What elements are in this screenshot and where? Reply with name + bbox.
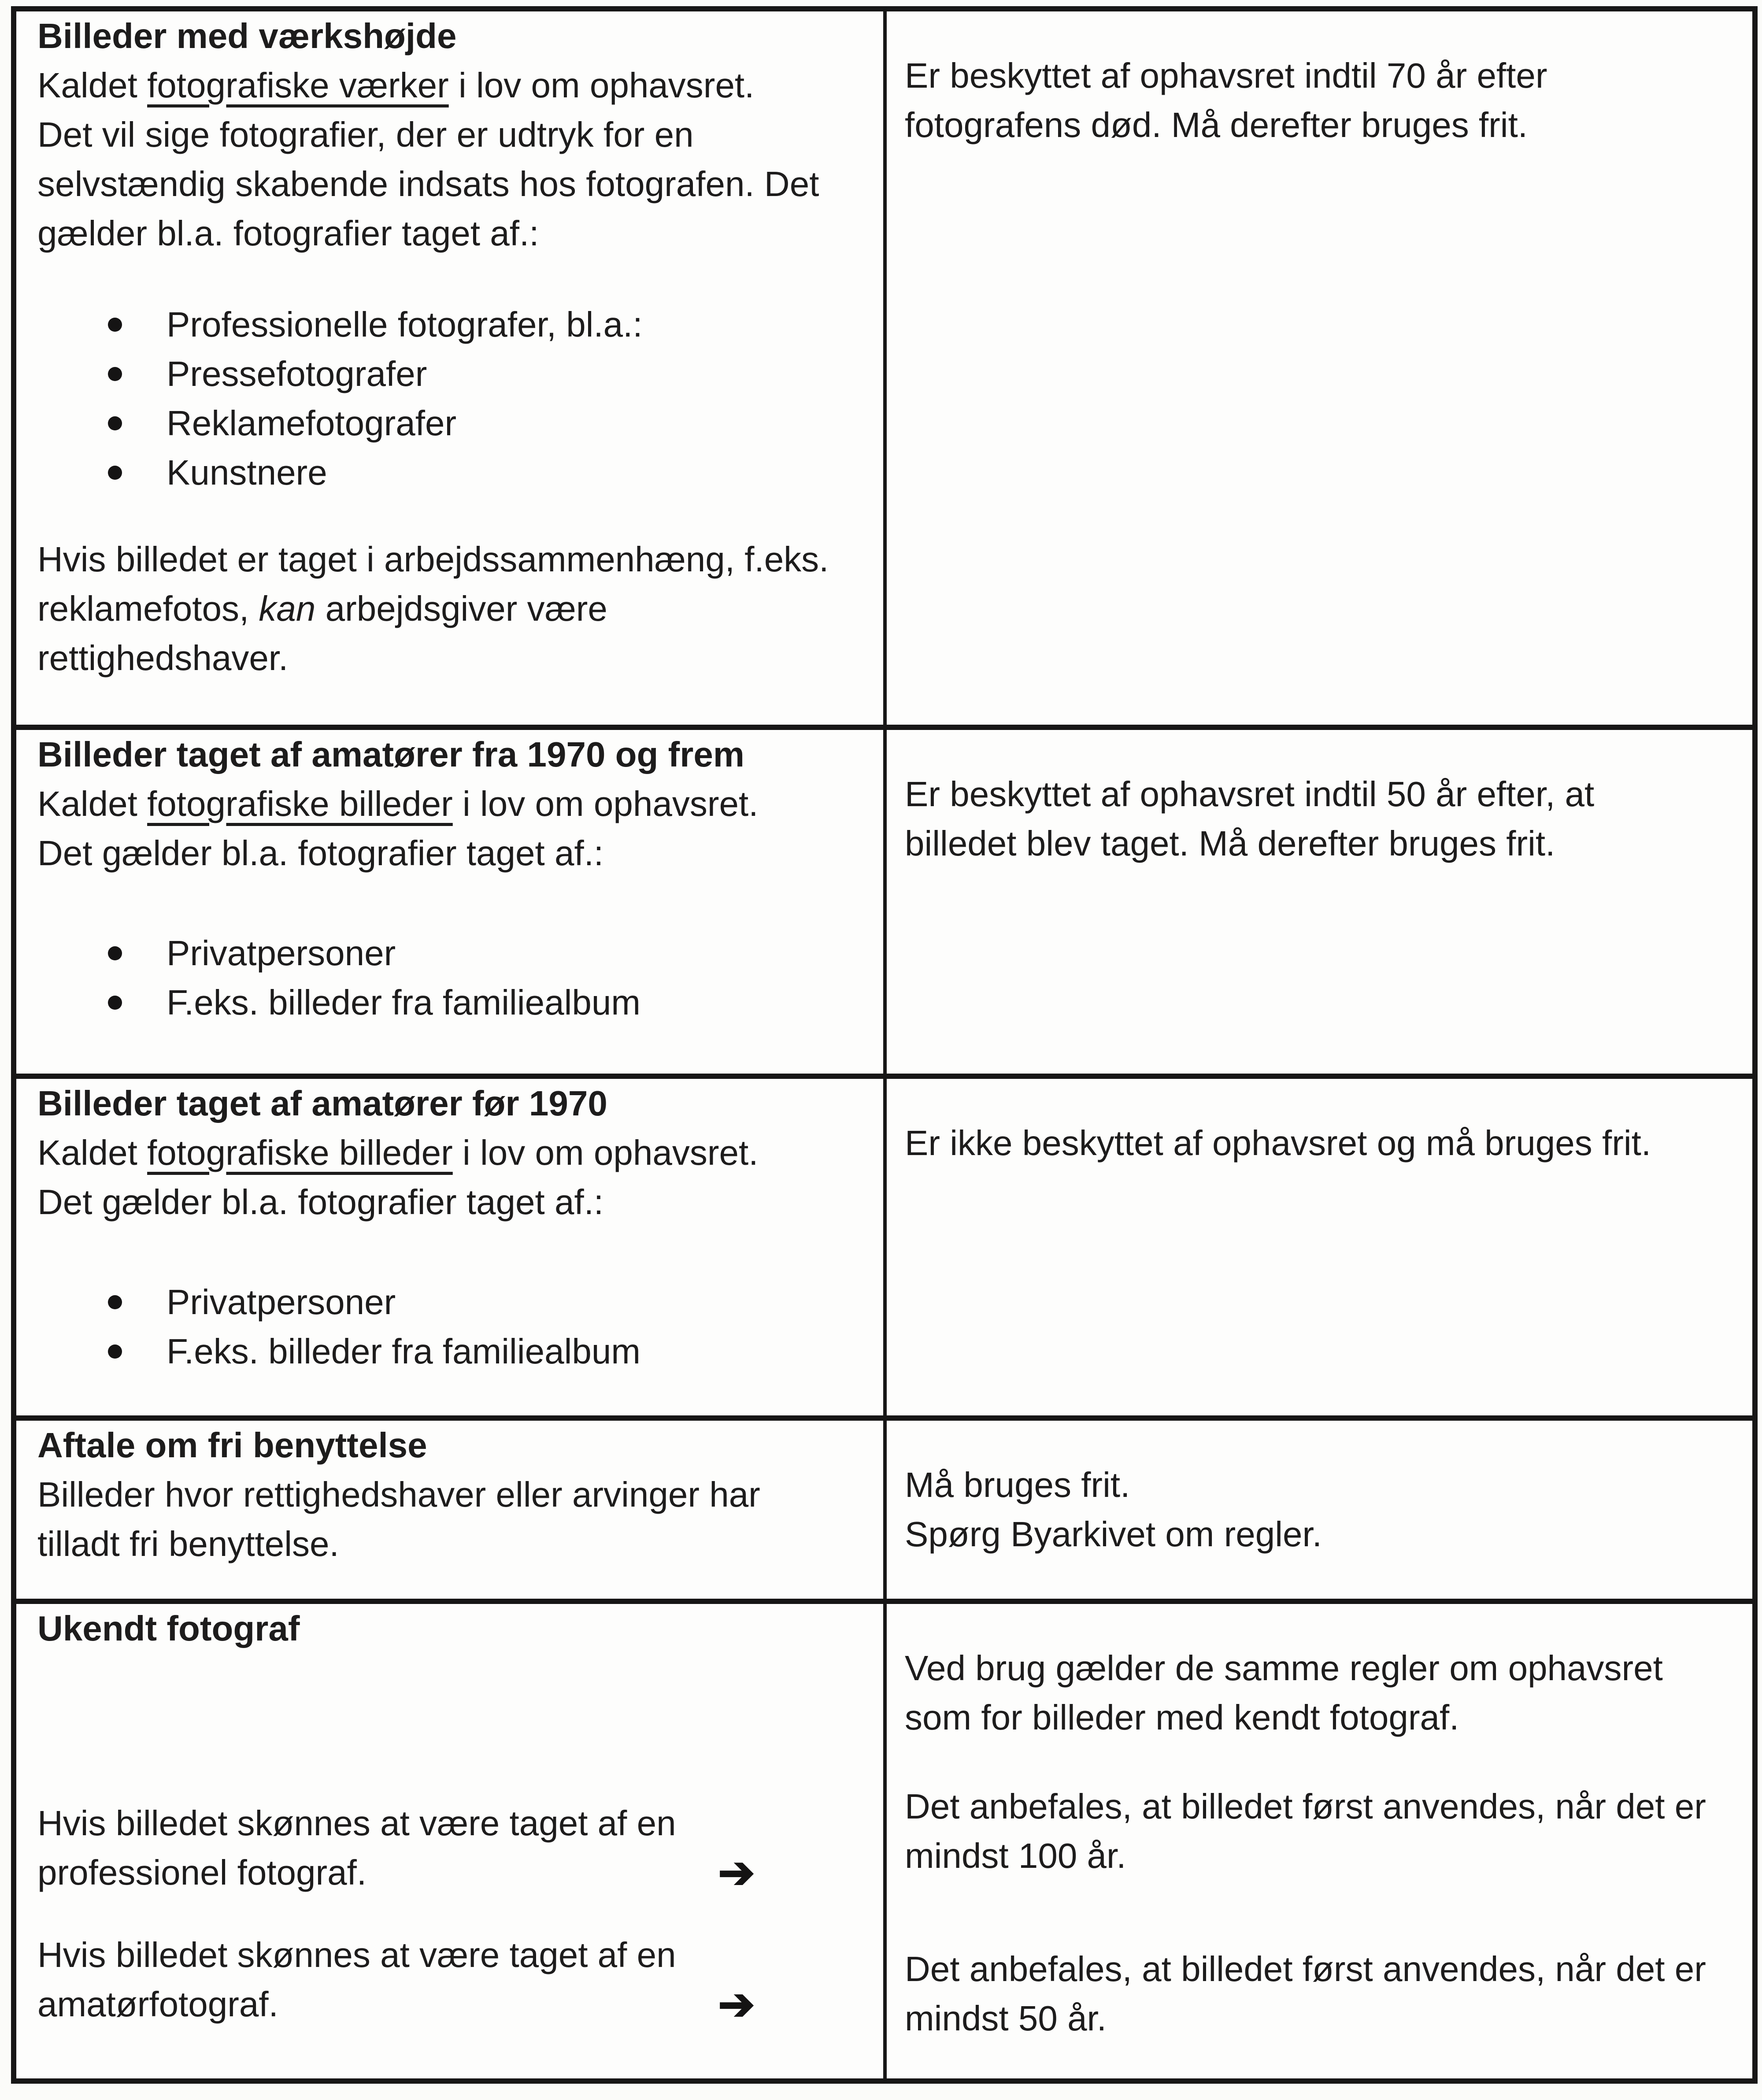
table-row-amatorer-for-1970 bbox=[14, 1076, 1755, 1418]
cell-aftale-left bbox=[14, 1418, 885, 1601]
arrow-right-icon: ➔ bbox=[718, 1980, 755, 2029]
definition-line bbox=[37, 61, 861, 110]
cell-amatorer-efter-1970-right bbox=[885, 727, 1755, 1076]
bullet-item: Privatpersoner bbox=[167, 929, 861, 978]
cell-vaerkshojde-right bbox=[885, 9, 1755, 727]
bullet-item: Kunstnere bbox=[167, 448, 861, 497]
bullet-item: F.eks. billeder fra familiealbum bbox=[167, 1327, 861, 1376]
cell-ukendt-right bbox=[885, 1601, 1755, 2081]
section-title: Billeder taget af amatører fra 1970 og frem bbox=[37, 735, 745, 774]
bullet-item: Pressefotografer bbox=[167, 349, 861, 399]
case-line: Hvis billedet skønnes at være taget af en bbox=[37, 1935, 676, 1974]
rule-line: billedet blev taget. Må derefter bruges frit. bbox=[905, 824, 1555, 863]
rule-line: Ved brug gælder de samme regler om ophavsret bbox=[905, 1648, 1663, 1688]
text-segment: Kaldet bbox=[37, 784, 148, 823]
rule-line: Er ikke beskyttet af ophavsret og må bruges frit. bbox=[905, 1123, 1651, 1163]
section-title: Billeder med værkshøjde bbox=[37, 16, 457, 56]
rule-line: Det anbefales, at billedet først anvendes, når det er bbox=[905, 1949, 1706, 1989]
text-segment: arbejdsgiver være bbox=[315, 589, 607, 628]
rule-paragraph bbox=[905, 1782, 1743, 1881]
cell-vaerkshojde-left bbox=[14, 9, 885, 727]
text-segment: Kaldet bbox=[37, 66, 148, 105]
rule-line: som for billeder med kendt fotograf. bbox=[905, 1698, 1459, 1737]
rule-line: Det anbefales, at billedet først anvendes, når det er bbox=[905, 1787, 1706, 1826]
section-title: Aftale om fri benyttelse bbox=[37, 1426, 427, 1465]
note-line: Hvis billedet er taget i arbejdssammenhæng, f.eks. bbox=[37, 540, 829, 579]
rule-line: Må bruges frit. bbox=[905, 1465, 1130, 1504]
table-row-ukendt-fotograf bbox=[14, 1601, 1755, 2081]
table-row-vaerkshojde bbox=[14, 9, 1755, 727]
underlined-term: fotografiske værker bbox=[147, 66, 449, 105]
arrow-right-icon: ➔ bbox=[718, 1848, 755, 1897]
case-professionel-fotograf bbox=[37, 1799, 786, 1897]
rule-line: Er beskyttet af ophavsret indtil 50 år efter, at bbox=[905, 774, 1595, 814]
bullet-item: Reklamefotografer bbox=[167, 399, 861, 448]
rule-line: mindst 100 år. bbox=[905, 1836, 1126, 1875]
definition-line bbox=[37, 1128, 861, 1178]
underlined-term: fotografiske billeder bbox=[147, 1133, 453, 1172]
bullet-list bbox=[37, 300, 861, 497]
text-segment: reklamefotos, bbox=[37, 589, 259, 628]
body-line: Det gælder bl.a. fotografier taget af.: bbox=[37, 1182, 604, 1222]
body-line: Billeder hvor rettighedshaver eller arvinger har bbox=[37, 1475, 760, 1514]
rule-paragraph bbox=[905, 1644, 1743, 1742]
table-row-amatorer-efter-1970 bbox=[14, 727, 1755, 1076]
bullet-list bbox=[37, 1278, 861, 1376]
body-line: selvstændig skabende indsats hos fotografen. Det bbox=[37, 164, 819, 204]
bullet-item: Privatpersoner bbox=[167, 1278, 861, 1327]
text-segment: Kaldet bbox=[37, 1133, 148, 1172]
bullet-list bbox=[37, 929, 861, 1027]
cell-ukendt-left bbox=[14, 1601, 885, 2081]
text-segment: i lov om ophavsret. bbox=[452, 1133, 759, 1172]
body-line: Det gælder bl.a. fotografier taget af.: bbox=[37, 833, 604, 873]
note-line: rettighedshaver. bbox=[37, 638, 289, 678]
body-line: Det vil sige fotografier, der er udtryk for en bbox=[37, 115, 694, 154]
rule-line: Spørg Byarkivet om regler. bbox=[905, 1515, 1322, 1554]
text-segment: i lov om ophavsret. bbox=[448, 66, 755, 105]
section-title: Ukendt fotograf bbox=[37, 1609, 300, 1648]
underlined-term: fotografiske billeder bbox=[147, 784, 453, 823]
case-line: amatørfotograf. bbox=[37, 1985, 278, 2024]
rule-line: mindst 50 år. bbox=[905, 1999, 1107, 2038]
cell-amatorer-for-1970-right bbox=[885, 1076, 1755, 1418]
cell-amatorer-for-1970-left bbox=[14, 1076, 885, 1418]
cell-amatorer-efter-1970-left bbox=[14, 727, 885, 1076]
table-row-aftale bbox=[14, 1418, 1755, 1601]
case-line: Hvis billedet skønnes at være taget af en bbox=[37, 1804, 676, 1843]
case-line: professionel fotograf. bbox=[37, 1853, 367, 1892]
case-amatorfotograf bbox=[37, 1930, 786, 2029]
section-title: Billeder taget af amatører før 1970 bbox=[37, 1084, 607, 1123]
body-line: tilladt fri benyttelse. bbox=[37, 1524, 339, 1563]
rule-line: fotografens død. Må derefter bruges frit. bbox=[905, 105, 1528, 144]
cell-aftale-right bbox=[885, 1418, 1755, 1601]
body-line: gælder bl.a. fotografier taget af.: bbox=[37, 214, 539, 253]
definition-line bbox=[37, 779, 861, 829]
italic-term: kan bbox=[259, 589, 316, 628]
bullet-item: F.eks. billeder fra familiealbum bbox=[167, 978, 861, 1027]
note-line bbox=[37, 584, 861, 633]
rule-line: Er beskyttet af ophavsret indtil 70 år efter bbox=[905, 56, 1547, 95]
copyright-rules-table bbox=[11, 6, 1758, 2084]
rule-paragraph bbox=[905, 1944, 1743, 2043]
bullet-item: Professionelle fotografer, bl.a.: bbox=[167, 300, 861, 349]
text-segment: i lov om ophavsret. bbox=[452, 784, 759, 823]
